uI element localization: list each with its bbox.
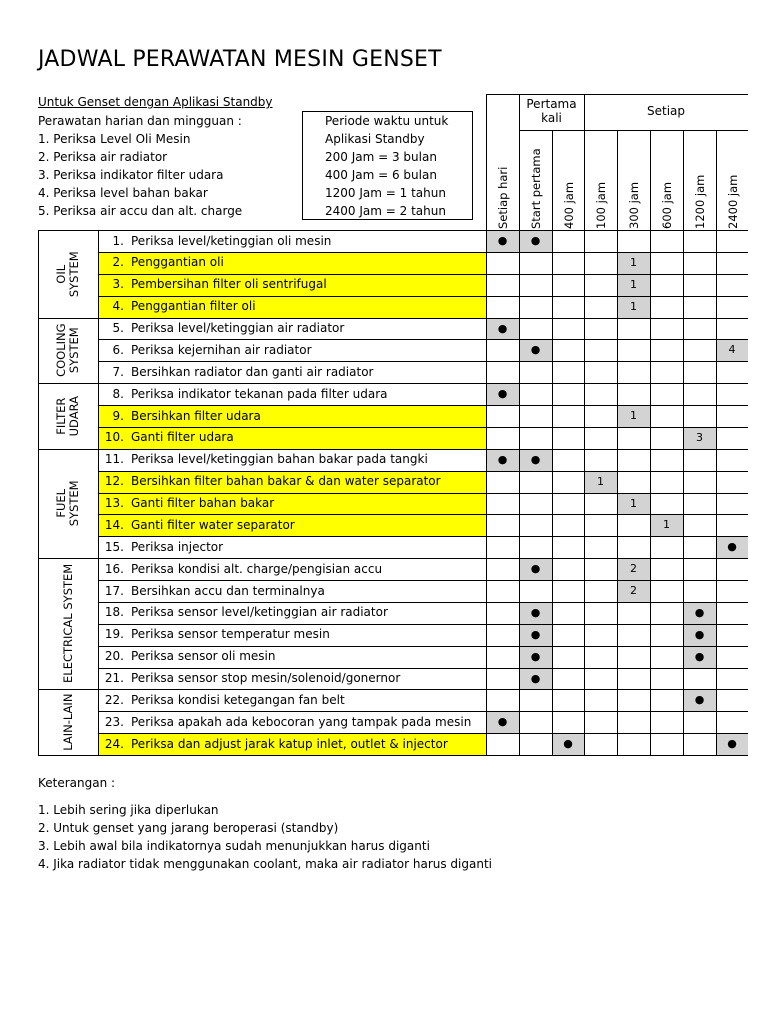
task-number: 7.: [112, 364, 124, 379]
grid-line: [98, 339, 748, 340]
period-line: 400 Jam = 6 bulan: [325, 168, 437, 182]
grid-line: [38, 689, 98, 690]
note-ref-mark: 1: [630, 299, 637, 313]
task-number: 22.: [104, 692, 124, 707]
task-number: 19.: [104, 627, 124, 642]
dot-mark: ●: [530, 671, 541, 685]
task-number: 20.: [104, 649, 124, 664]
grid-line: [98, 274, 748, 275]
grid-line: [98, 296, 748, 297]
column-header: 1200 jam: [693, 174, 707, 229]
task-text: Periksa apakah ada kebocoran yang tampak pada mesin: [131, 714, 472, 729]
note-item: 1. Lebih sering jika diperlukan: [38, 803, 219, 817]
grid-line: [98, 471, 748, 472]
grid-line: [98, 755, 748, 756]
task-text: Periksa kondisi ketegangan fan belt: [131, 692, 345, 707]
note-ref-mark: 1: [663, 518, 670, 532]
category-label: FILTER UDARA: [54, 395, 81, 437]
grid-line: [38, 449, 98, 450]
column-header: 600 jam: [660, 181, 674, 229]
task-text: Periksa dan adjust jarak katup inlet, outlet & injector: [131, 736, 448, 751]
grid-line: [716, 130, 717, 755]
task-text: Periksa sensor stop mesin/solenoid/gonernor: [131, 671, 401, 685]
dot-mark: ●: [727, 737, 737, 751]
task-number: 9.: [112, 408, 124, 423]
grid-line: [98, 624, 748, 625]
period-line: 2400 Jam = 2 tahun: [325, 204, 446, 218]
task-text: Ganti filter udara: [131, 430, 234, 445]
header-first-time: Pertama kali: [526, 97, 577, 125]
task-text: Periksa kejernihan air radiator: [131, 342, 312, 357]
task-text: Periksa level/ketinggian air radiator: [131, 321, 345, 335]
grid-line: [486, 94, 748, 95]
task-number: 6.: [112, 342, 124, 357]
grid-line: [98, 318, 748, 319]
period-line: Aplikasi Standby: [325, 132, 425, 146]
task-number: 15.: [104, 539, 124, 554]
grid-line: [98, 493, 748, 494]
note-ref-mark: 2: [630, 584, 637, 597]
task-number: 1.: [112, 233, 124, 248]
task-text: Periksa sensor temperatur mesin: [131, 627, 330, 642]
grid-line: [98, 230, 748, 231]
note-ref-mark: 1: [630, 277, 637, 291]
grid-line: [98, 689, 748, 690]
column-header: Setiap hari: [496, 166, 510, 229]
grid-line: [552, 130, 553, 755]
grid-line: [98, 733, 748, 734]
intro-heading: Untuk Genset dengan Aplikasi Standby: [38, 95, 273, 109]
dot-mark: ●: [530, 234, 541, 247]
note-ref-mark: 3: [696, 430, 703, 444]
note-ref-mark: 1: [630, 255, 637, 269]
grid-line: [38, 318, 98, 319]
dot-mark: ●: [530, 343, 541, 357]
intro-item: 4. Periksa level bahan bakar: [38, 186, 208, 200]
task-text: Penggantian filter oli: [131, 299, 256, 314]
category-label: COOLING SYSTEM: [54, 323, 81, 378]
dot-mark: ●: [694, 649, 705, 663]
note-item: 3. Lebih awal bila indikatornya sudah menunjukkan harus diganti: [38, 839, 430, 853]
task-text: Bersihkan accu dan terminalnya: [131, 583, 325, 598]
task-number: 5.: [112, 321, 124, 335]
grid-line: [98, 711, 748, 712]
grid-line: [98, 580, 748, 581]
category-label: ELECTRICAL SYSTEM: [61, 564, 75, 684]
grid-line: [38, 383, 98, 384]
notes-heading: Keterangan :: [38, 776, 116, 790]
grid-line: [98, 427, 748, 428]
dot-mark: ●: [497, 715, 508, 729]
grid-line: [519, 94, 520, 755]
grid-line: [98, 646, 748, 647]
task-text: Bersihkan radiator dan ganti air radiator: [131, 364, 374, 379]
dot-mark: ●: [530, 605, 541, 619]
dot-mark: ●: [497, 234, 508, 247]
task-text: Pembersihan filter oli sentrifugal: [131, 277, 327, 292]
period-line: 1200 Jam = 1 tahun: [325, 186, 446, 200]
task-text: Periksa injector: [131, 539, 224, 554]
task-number: 21.: [104, 671, 124, 685]
grid-line: [584, 94, 585, 755]
note-item: 4. Jika radiator tidak menggunakan coolant, maka air radiator harus diganti: [38, 857, 493, 871]
grid-line: [98, 449, 748, 450]
grid-line: [98, 361, 748, 362]
intro-item: 1. Periksa Level Oli Mesin: [38, 132, 191, 146]
category-label: OIL SYSTEM: [54, 250, 81, 297]
task-number: 16.: [104, 561, 124, 576]
intro-item: 3. Periksa indikator filter udara: [38, 168, 224, 182]
grid-line: [486, 94, 487, 755]
intro-subheading: Perawatan harian dan mingguan :: [38, 114, 242, 128]
dot-mark: ●: [497, 321, 508, 335]
task-text: Ganti filter water separator: [131, 517, 295, 532]
note-ref-mark: 1: [597, 474, 604, 488]
header-every: Setiap: [646, 104, 685, 118]
intro-item: 5. Periksa air accu dan alt. charge: [38, 204, 243, 218]
grid-line: [650, 130, 651, 755]
grid-line: [519, 130, 748, 131]
dot-mark: ●: [694, 693, 705, 707]
task-number: 14.: [104, 517, 124, 532]
dot-mark: ●: [727, 540, 737, 554]
dot-mark: ●: [563, 737, 573, 751]
note-item: 2. Untuk genset yang jarang beroperasi (standby): [38, 821, 339, 835]
task-number: 8.: [112, 386, 124, 401]
column-header: Start pertama: [529, 148, 543, 229]
task-number: 10.: [104, 430, 124, 445]
grid-line: [98, 252, 748, 253]
dot-mark: ●: [530, 649, 541, 663]
note-ref-mark: 1: [630, 496, 637, 510]
dot-mark: ●: [530, 562, 541, 576]
period-line: 200 Jam = 3 bulan: [325, 150, 437, 164]
grid-line: [683, 130, 684, 755]
task-text: Bersihkan filter udara: [131, 408, 261, 423]
grid-line: [98, 514, 748, 515]
dot-mark: ●: [694, 627, 705, 641]
dot-mark: ●: [530, 627, 541, 641]
column-header: 400 jam: [562, 181, 576, 229]
grid-line: [98, 536, 748, 537]
grid-line: [98, 383, 748, 384]
task-text: Periksa level/ketinggian bahan bakar pada tangki: [131, 452, 428, 467]
task-text: Ganti filter bahan bakar: [131, 496, 275, 510]
grid-line: [617, 130, 618, 755]
task-number: 24.: [104, 736, 124, 751]
task-text: Periksa level/ketinggian oli mesin: [131, 233, 332, 248]
column-header: 100 jam: [594, 181, 608, 229]
grid-line: [38, 230, 98, 231]
note-ref-mark: 1: [630, 409, 637, 422]
grid-line: [98, 668, 748, 669]
task-number: 4.: [112, 299, 124, 314]
task-text: Periksa indikator tekanan pada filter udara: [131, 386, 388, 401]
note-ref-mark: 4: [728, 343, 736, 357]
grid-line: [98, 558, 748, 559]
dot-mark: ●: [497, 452, 508, 466]
grid-line: [38, 558, 98, 559]
dot-mark: ●: [694, 605, 705, 619]
task-text: Periksa sensor level/ketinggian air radiator: [131, 605, 388, 620]
task-text: Bersihkan filter bahan bakar & dan water separator: [131, 474, 441, 489]
dot-mark: ●: [530, 452, 541, 466]
category-label: LAIN-LAIN: [61, 693, 75, 751]
grid-line: [38, 230, 39, 755]
task-number: 3.: [112, 277, 124, 292]
task-number: 12.: [104, 474, 124, 489]
task-number: 23.: [104, 714, 124, 729]
task-text: Periksa kondisi alt. charge/pengisian accu: [131, 561, 383, 576]
task-text: Periksa sensor oli mesin: [131, 649, 276, 664]
grid-line: [98, 602, 748, 603]
page-title: JADWAL PERAWATAN MESIN GENSET: [38, 47, 442, 72]
task-number: 2.: [112, 255, 124, 270]
column-header: 300 jam: [627, 181, 641, 229]
category-label: FUEL SYSTEM: [54, 480, 81, 527]
task-number: 11.: [104, 452, 124, 467]
task-number: 17.: [104, 583, 124, 598]
grid-line: [38, 755, 98, 756]
grid-line: [98, 405, 748, 406]
task-number: 18.: [104, 605, 124, 620]
task-number: 13.: [104, 496, 124, 510]
column-header: 2400 jam: [726, 174, 740, 229]
intro-item: 2. Periksa air radiator: [38, 150, 168, 164]
period-line: Periode waktu untuk: [325, 114, 449, 128]
note-ref-mark: 2: [630, 562, 637, 576]
dot-mark: ●: [497, 387, 508, 401]
task-text: Penggantian oli: [131, 255, 224, 270]
